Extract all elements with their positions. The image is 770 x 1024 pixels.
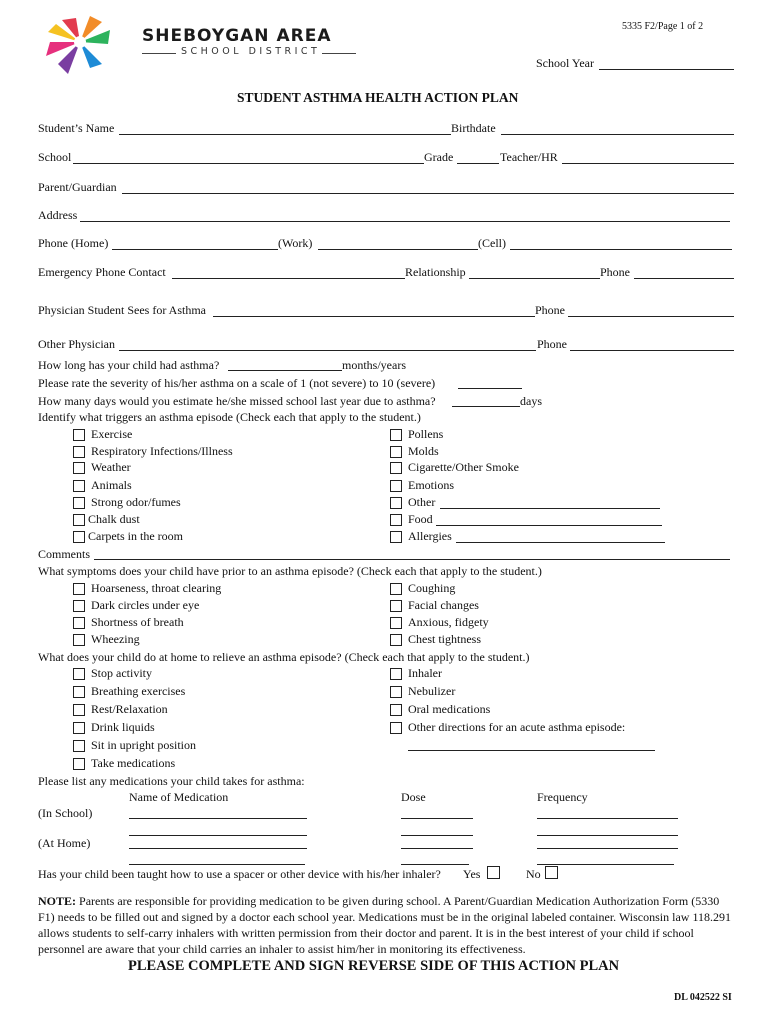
checkbox[interactable] [73,686,85,698]
relieve-label: Take medications [91,756,176,770]
student-name-label: Student’s Name [38,121,115,135]
checkbox[interactable] [73,617,85,629]
trigger-label: Respiratory Infections/Illness [91,444,233,458]
reverse-side-notice: PLEASE COMPLETE AND SIGN REVERSE SIDE OF THIS ACTION PLAN [128,958,620,974]
food-trigger-field[interactable] [436,525,662,526]
phone-cell-field[interactable] [510,249,732,250]
other-physician-label: Other Physician [38,337,115,351]
page-reference: 5335 F2/Page 1 of 2 [622,21,704,32]
school-label: School [38,150,72,164]
med-frequency-header: Frequency [537,790,588,804]
severity-field[interactable] [458,388,522,389]
checkbox[interactable] [390,634,402,646]
checkbox[interactable] [73,462,85,474]
checkbox[interactable] [73,600,85,612]
relieve-label: Drink liquids [91,720,155,734]
days-label: days [520,394,542,408]
relieve-label: Nebulizer [408,684,456,698]
med-name-field[interactable] [129,864,305,865]
med-frequency-field[interactable] [537,848,678,849]
days-missed-field[interactable] [452,406,520,407]
logo-subtitle: SCHOOL DISTRICT [181,46,321,57]
birthdate-label: Birthdate [451,121,496,135]
med-name-field[interactable] [129,835,307,836]
trigger-label: Weather [91,460,131,474]
trigger-label: Other [408,495,436,509]
comments-label: Comments [38,547,91,561]
trigger-label: Food [408,512,433,526]
grade-field[interactable] [457,163,499,164]
symptom-label: Hoarseness, throat clearing [91,581,222,595]
yes-label: Yes [463,867,481,881]
medications-question: Please list any medications your child takes for asthma: [38,774,305,788]
checkbox[interactable] [73,722,85,734]
days-missed-question: How many days would you estimate he/she missed school last year due to asthma? [38,394,436,408]
relieve-question: What does your child do at home to relieve an asthma episode? (Check each that apply to the student.) [38,650,530,664]
checkbox[interactable] [73,446,85,458]
other-physician-phone-label: Phone [537,337,567,351]
trigger-label: Cigarette/Other Smoke [408,460,519,474]
phone-home-field[interactable] [112,249,278,250]
months-years-label: months/years [342,358,406,372]
relieve-label: Inhaler [408,666,442,680]
checkbox[interactable] [73,758,85,770]
trigger-label: Exercise [91,427,133,441]
trigger-label: Strong odor/fumes [91,495,181,509]
symptom-label: Dark circles under eye [91,598,200,612]
physician-phone-label: Phone [535,303,565,317]
emergency-contact-label: Emergency Phone Contact [38,265,166,279]
other-physician-field[interactable] [119,350,536,351]
med-dose-field[interactable] [401,818,473,819]
teacher-label: Teacher/HR [500,150,558,164]
med-frequency-field[interactable] [537,835,678,836]
form-title: STUDENT ASTHMA HEALTH ACTION PLAN [237,90,519,105]
med-frequency-field[interactable] [537,818,678,819]
checkbox[interactable] [73,583,85,595]
med-dose-header: Dose [401,790,426,804]
symptom-label: Shortness of breath [91,615,184,629]
symptoms-question: What symptoms does your child have prior to an asthma episode? (Check each that apply to the student.) [38,564,542,578]
note-label: NOTE: [38,894,77,908]
no-label: No [526,867,541,881]
emergency-phone-field[interactable] [634,278,734,279]
yes-checkbox[interactable] [487,866,500,879]
med-dose-field[interactable] [401,848,473,849]
med-name-header: Name of Medication [129,790,229,804]
checkbox[interactable] [390,531,402,543]
relieve-label: Sit in upright position [91,738,197,752]
med-dose-field[interactable] [401,864,469,865]
note-text: Parents are responsible for providing medication to be given during school. A Parent/Guardian Medication Authorization Form (5330 F1) needs to be filled out and signed by a doctor each school year. Medications must be in the original labeled container. Wisconsin law 118.291 allows students to self-carry inhalers with written permission from their doctor and parent. It is in the best interest of your child if school personnel are aware that your child carries an inhaler to assist him/her in monitoring its effectiveness. [38,894,732,956]
symptom-label: Wheezing [91,632,140,646]
phone-work-label: (Work) [278,236,313,250]
trigger-label: Emotions [408,478,455,492]
checkbox[interactable] [390,668,402,680]
checkbox[interactable] [390,704,402,716]
checkbox[interactable] [390,446,402,458]
document-code: DL 042522 SI [674,992,732,1003]
checkbox[interactable] [73,514,85,526]
physician-phone-field[interactable] [568,316,734,317]
birthdate-field[interactable] [501,134,734,135]
med-name-field[interactable] [129,818,307,819]
no-checkbox[interactable] [545,866,558,879]
checkbox[interactable] [73,429,85,441]
phone-work-field[interactable] [318,249,478,250]
physician-field[interactable] [213,316,535,317]
other-physician-phone-field[interactable] [570,350,734,351]
checkbox[interactable] [73,704,85,716]
checkbox[interactable] [390,583,402,595]
symptom-label: Chest tightness [408,632,482,646]
star-logo-icon [40,12,138,82]
relieve-label: Rest/Relaxation [91,702,168,716]
relieve-label: Stop activity [91,666,152,680]
checkbox[interactable] [73,531,85,543]
symptom-label: Anxious, fidgety [408,615,489,629]
trigger-label: Chalk dust [88,512,140,526]
parent-label: Parent/Guardian [38,180,117,194]
severity-question: Please rate the severity of his/her asthma on a scale of 1 (not severe) to 10 (severe) [38,376,436,390]
checkbox[interactable] [73,634,85,646]
trigger-label: Animals [91,478,132,492]
checkbox[interactable] [390,722,402,734]
triggers-question: Identify what triggers an asthma episode (Check each that apply to the student.) [38,410,421,424]
relieve-label: Oral medications [408,702,491,716]
checkbox[interactable] [390,429,402,441]
checkbox[interactable] [390,617,402,629]
relationship-label: Relationship [405,265,466,279]
med-dose-field[interactable] [401,835,473,836]
how-long-field[interactable] [228,370,342,371]
other-directions-field[interactable] [408,750,655,751]
checkbox[interactable] [73,740,85,752]
checkbox[interactable] [390,514,402,526]
checkbox[interactable] [73,668,85,680]
trigger-label: Allergies [408,529,452,543]
other-trigger-field[interactable] [440,508,660,509]
checkbox[interactable] [390,497,402,509]
physician-label: Physician Student Sees for Asthma [38,303,206,317]
checkbox[interactable] [390,600,402,612]
note-paragraph [38,893,738,957]
trigger-label: Pollens [408,427,444,441]
emergency-contact-field[interactable] [172,278,405,279]
checkbox[interactable] [390,686,402,698]
med-frequency-field[interactable] [537,864,674,865]
teacher-field[interactable] [562,163,734,164]
student-name-field[interactable] [119,134,451,135]
school-year-field[interactable] [599,69,734,70]
address-label: Address [38,208,78,222]
parent-field[interactable] [122,193,734,194]
relieve-label: Breathing exercises [91,684,186,698]
checkbox[interactable] [390,462,402,474]
checkbox[interactable] [73,480,85,492]
allergies-trigger-field[interactable] [456,542,665,543]
spacer-question: Has your child been taught how to use a spacer or other device with his/her inhaler? [38,867,441,881]
trigger-label: Carpets in the room [88,529,183,543]
symptom-label: Coughing [408,581,456,595]
logo-name: SHEBOYGAN AREA [142,26,332,46]
relationship-field[interactable] [469,278,600,279]
checkbox[interactable] [73,497,85,509]
at-home-label: (At Home) [38,836,91,850]
in-school-label: (In School) [38,806,93,820]
grade-label: Grade [424,150,454,164]
how-long-question: How long has your child had asthma? [38,358,220,372]
trigger-label: Molds [408,444,439,458]
school-field[interactable] [73,163,424,164]
phone-cell-label: (Cell) [478,236,506,250]
address-field[interactable] [80,221,730,222]
emergency-phone-label: Phone [600,265,630,279]
phone-home-label: Phone (Home) [38,236,109,250]
med-name-field[interactable] [129,848,307,849]
school-year-label: School Year [536,56,595,70]
comments-field[interactable] [94,559,730,560]
checkbox[interactable] [390,480,402,492]
symptom-label: Facial changes [408,598,479,612]
relieve-label: Other directions for an acute asthma episode: [408,720,626,734]
